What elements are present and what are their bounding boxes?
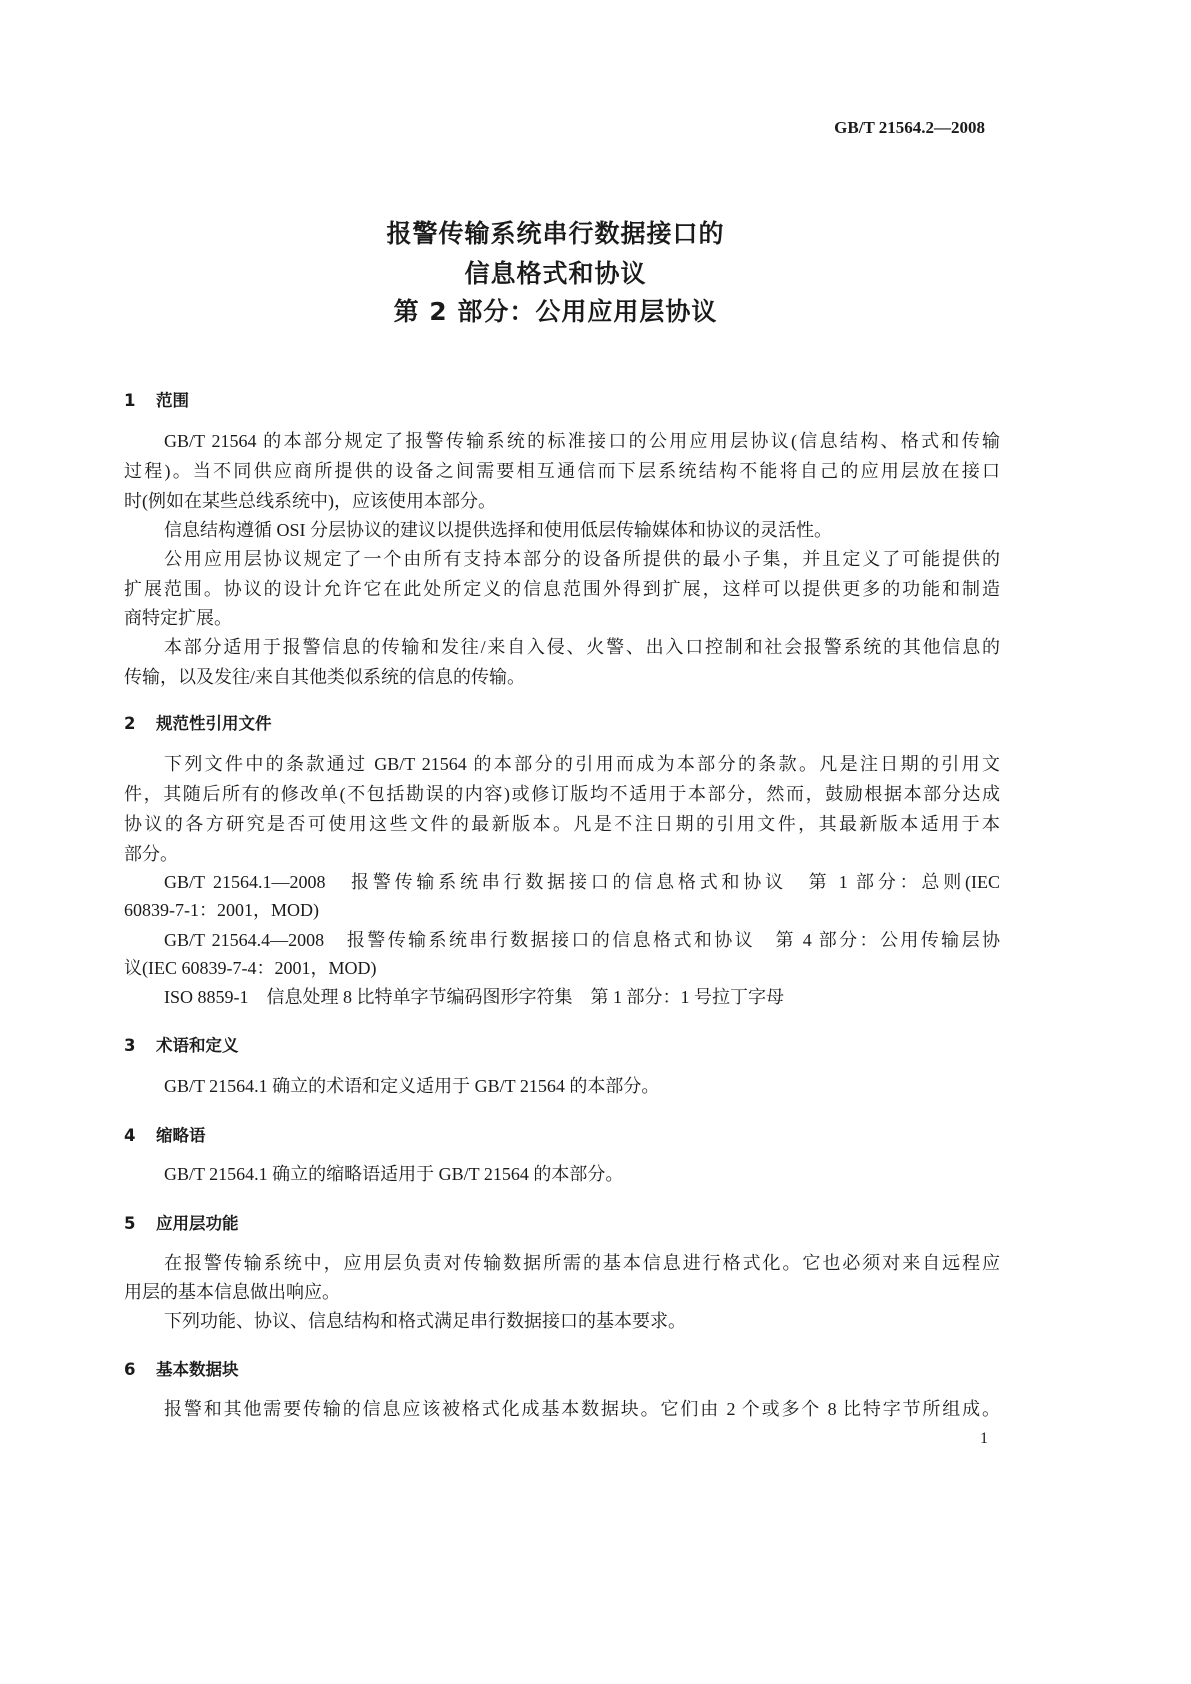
section-title: 缩略语 xyxy=(156,1126,206,1145)
section-heading-4 xyxy=(124,1122,206,1146)
paragraph-line: GB/T 21564.1 确立的术语和定义适用于 GB/T 21564 的本部分。 xyxy=(164,1076,660,1096)
paragraph-line: 过程)。当不同供应商所提供的设备之间需要相互通信而下层系统结构不能将自己的应用层放在接口 xyxy=(124,461,1000,481)
section-heading-1 xyxy=(124,387,189,411)
paragraph-line: 报警和其他需要传输的信息应该被格式化成基本数据块。它们由 2 个或多个 8 比特字节所组成。 xyxy=(164,1399,1000,1419)
paragraph-line: 下列功能、协议、信息结构和格式满足串行数据接口的基本要求。 xyxy=(164,1311,686,1331)
title-line-1: 报警传输系统串行数据接口的 xyxy=(386,219,725,248)
section-heading-5 xyxy=(124,1210,239,1234)
paragraph-line: 协议的各方研究是否可使用这些文件的最新版本。凡是不注日期的引用文件，其最新版本适用于本 xyxy=(124,814,1000,834)
section-heading-6 xyxy=(124,1356,239,1380)
reference-line: 议(IEC 60839-7-4：2001，MOD) xyxy=(124,958,377,978)
paragraph-line: 传输，以及发往/来自其他类似系统的信息的传输。 xyxy=(124,667,525,687)
paragraph-line: 商特定扩展。 xyxy=(124,608,232,628)
paragraph-line: GB/T 21564 的本部分规定了报警传输系统的标准接口的公用应用层协议(信息结构、格式和传输 xyxy=(164,431,1000,451)
section-title: 应用层功能 xyxy=(156,1214,239,1233)
section-title: 范围 xyxy=(156,391,189,410)
reference-line: ISO 8859-1 信息处理 8 比特单字节编码图形字符集 第 1 部分：1 号拉丁字母 xyxy=(164,987,784,1007)
section-number: 2 xyxy=(124,714,136,733)
section-number: 5 xyxy=(124,1214,136,1233)
paragraph-line: 扩展范围。协议的设计允许它在此处所定义的信息范围外得到扩展，这样可以提供更多的功能和制造 xyxy=(124,579,1000,599)
section-title: 基本数据块 xyxy=(156,1360,239,1379)
paragraph-line: 本部分适用于报警信息的传输和发往/来自入侵、火警、出入口控制和社会报警系统的其他信息的 xyxy=(164,637,1000,657)
reference-line: 60839-7-1：2001，MOD) xyxy=(124,900,319,920)
paragraph-line: 件，其随后所有的修改单(不包括勘误的内容)或修订版均不适用于本部分，然而，鼓励根据本部分达成 xyxy=(124,784,1000,804)
paragraph-line: 部分。 xyxy=(124,844,178,864)
paragraph-line: 信息结构遵循 OSI 分层协议的建议以提供选择和使用低层传输媒体和协议的灵活性。 xyxy=(164,520,833,540)
title-line-2: 信息格式和协议 xyxy=(464,259,647,288)
standard-number: GB/T 21564.2—2008 xyxy=(834,118,985,137)
paragraph-line: 公用应用层协议规定了一个由所有支持本部分的设备所提供的最小子集，并且定义了可能提供的 xyxy=(164,549,1000,569)
section-number: 4 xyxy=(124,1126,136,1145)
section-title: 规范性引用文件 xyxy=(156,714,272,733)
title-line-3: 第 2 部分：公用应用层协议 xyxy=(393,297,718,326)
page-number: 1 xyxy=(980,1430,988,1447)
section-heading-2 xyxy=(124,710,272,734)
section-number: 1 xyxy=(124,391,136,410)
section-number: 3 xyxy=(124,1036,136,1055)
section-heading-3 xyxy=(124,1032,239,1056)
section-title: 术语和定义 xyxy=(156,1036,239,1055)
paragraph-line: 在报警传输系统中，应用层负责对传输数据所需的基本信息进行格式化。它也必须对来自远程应 xyxy=(164,1253,1000,1273)
paragraph-line: 用层的基本信息做出响应。 xyxy=(124,1282,340,1302)
paragraph-line: GB/T 21564.1 确立的缩略语适用于 GB/T 21564 的本部分。 xyxy=(164,1164,624,1184)
paragraph-line: 时(例如在某些总线系统中)，应该使用本部分。 xyxy=(124,491,496,511)
section-number: 6 xyxy=(124,1360,136,1379)
paragraph-line: 下列文件中的条款通过 GB/T 21564 的本部分的引用而成为本部分的条款。凡是注日期的引用文 xyxy=(164,754,1000,774)
reference-line: GB/T 21564.1—2008 报警传输系统串行数据接口的信息格式和协议 第 1 部分：总则(IEC xyxy=(164,872,1000,892)
reference-line: GB/T 21564.4—2008 报警传输系统串行数据接口的信息格式和协议 第 4 部分：公用传输层协 xyxy=(164,930,1000,950)
